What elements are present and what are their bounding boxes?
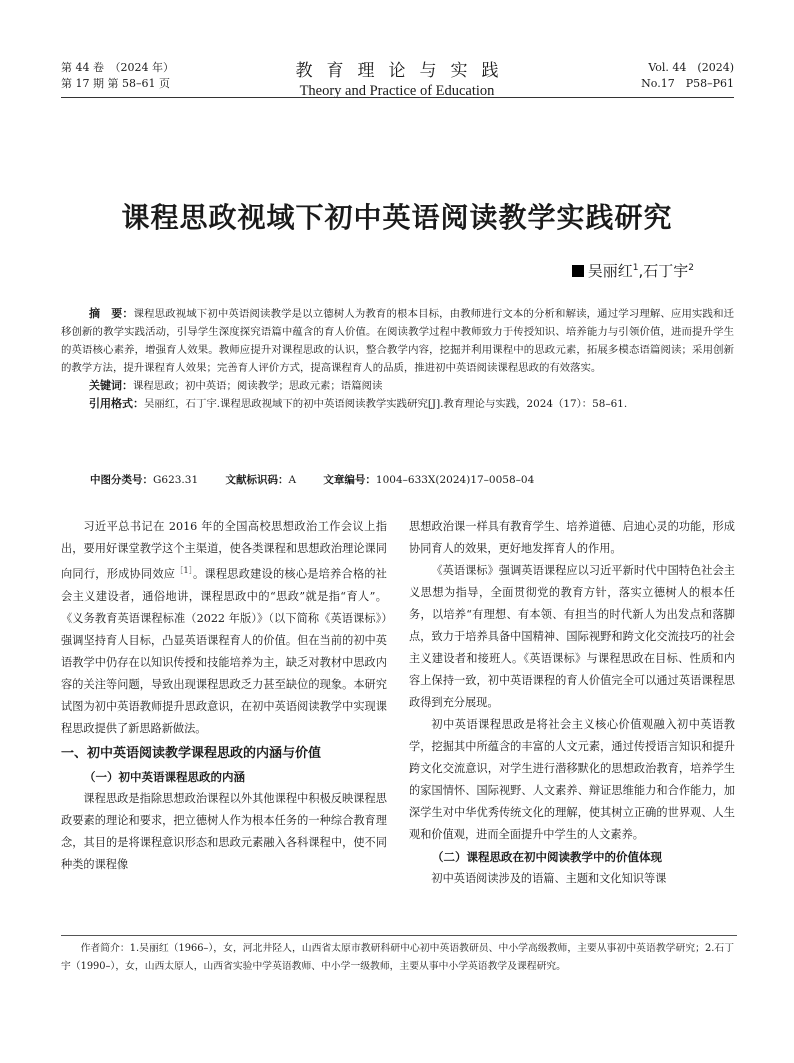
author-footnote: 作者简介：1.吴丽红（1966–），女，河北井陉人，山西省太原市教研科研中心初中英语教研员、中小学高级教师，主要从事初中英语教学研究；2.石丁宇（1990–），女，山西太原人，山西省实验中学英语教师、中小学一级教师，主要从事中小学英语教学及课程研究。 (61, 943, 734, 972)
keywords-text: 课程思政；初中英语；阅读教学；思政元素；语篇阅读 (133, 380, 383, 392)
citation-label: 引用格式： (89, 397, 144, 410)
header-issue-cn: 第 17 期 第 58–61 页 (61, 77, 170, 90)
citation-line (61, 395, 734, 413)
author-1: 吴丽红 (587, 262, 633, 280)
classification-line (90, 472, 558, 487)
body-text: 习近平总书记在 2016 年的全国高校思想政治工作会议上指出，要用好课堂教学这个主渠道，使各类课程和思想政治理论课同向同行，形成协同效应 (61, 520, 387, 581)
header-rule (61, 97, 734, 98)
article-number-value: 1004–633X(2024)17–0058–04 (375, 474, 535, 486)
keywords-line (61, 377, 734, 395)
body-paragraph: 思想政治课一样具有教育学生、培养道德、启迪心灵的功能，形成协同育人的效果，更好地发挥育人的作用。 (409, 520, 735, 555)
abstract-block (61, 305, 734, 413)
keywords-label: 关键词： (89, 379, 133, 392)
article-number-label: 文章编号： (323, 474, 376, 486)
body-column-right (409, 516, 735, 890)
body-paragraph: 课程思政是指除思想政治课程以外其他课程中积极反映课程思政要素的理论和要求，把立德树人作为根本任务的一种综合教育理念，其目的是将课程意识形态和思政元素融入各科课程中，使不同种类的课程像 (61, 791, 387, 871)
abstract-text: 课程思政视域下初中英语阅读教学是以立德树人为教育的根本目标，由教师进行文本的分析和解读，通过学习理解、应用实践和迁移创新的教学实践活动，引导学生深度探究语篇中蕴含的育人价值。在阅读教学过程中教师致力于传授知识、培养能力与引领价值，进而提升学生的英语核心素养，增强育人效果。教师应提升对课程思政的认识，整合教学内容，挖掘并利用课程中的思政元素，拓展多模态语篇阅读；采用创新的教学方法，提升课程育人效果；完善育人评价方式，提高课程育人的品质，推进初中英语阅读课程思政的有效落实。 (61, 308, 735, 374)
body-column-left (61, 516, 387, 876)
subsection-heading: （一）初中英语课程思政的内涵 (84, 769, 245, 784)
body-paragraph: 初中英语课程思政是将社会主义核心价值观融入初中英语教学，挖掘其中所蕴含的丰富的人文元素，通过传授语言知识和提升跨文化交流意识，对学生进行潜移默化的思想政治教育，培养学生的家国情怀、国际视野、人文素养、辩证思维能力和合作能力，加深学生对中华优秀传统文化的理解，使其树立正确的世界观、人生观和价值观，进而全面提升中学生的人文素养。 (409, 718, 735, 841)
author-marker-icon (572, 265, 584, 277)
subsection-heading: （二）课程思政在初中阅读教学中的价值体现 (432, 850, 662, 864)
doc-code-label: 文献标识码： (225, 474, 289, 486)
header-volume-cn: 第 44 卷 （2024 年） (61, 61, 174, 74)
body-text: 。课程思政建设的核心是培养合格的社会主义建设者，通俗地讲，课程思政中的“思政”就是指“育人”。《义务教育英语课程标准（2022 年版）》（以下简称《英语课标》）强调坚持育人目标，凸显英语课程育人的价值。但在当前的初中英语教学中仍存在以知识传授和技能培养为主，缺乏对教材中思政内容的关注等问题，导致出现课程思政乏力甚至缺位的现象。本研究试图为初中英语教师提升思政意识，在初中英语阅读教学中实现课程思政提供了新思路新做法。 (61, 567, 387, 735)
author-2: ,石丁宇 (638, 262, 689, 280)
body-paragraph (61, 516, 387, 740)
author-1-affil: 1 (632, 263, 639, 273)
doc-code-item (225, 472, 296, 487)
clc-value: G623.31 (153, 474, 199, 486)
body-paragraph: 《英语课标》强调英语课程应以习近平新时代中国特色社会主义思想为指导，全面贯彻党的教育方针，落实立德树人的根本任务，以培养“有理想、有本领、有担当的时代新人为出发点和落脚点，致力于培养具备中国精神、国际视野和跨文化交流技巧的社会主义建设者和接班人。《英语课标》与课程思政在目标、性质和内容上保持一致，初中英语课程的育人价值完全可以通过英语课程思政得到充分展现。 (409, 564, 735, 709)
citation-text: 吴丽红，石丁宇.课程思政视域下的初中英语阅读教学实践研究[J].教育理论与实践，2024（17）：58–61. (144, 398, 628, 410)
footnote-rule (61, 935, 737, 936)
article-number-item (323, 472, 534, 487)
article-title: 课程思政视域下初中英语阅读教学实践研究 (121, 201, 673, 234)
header-volume-info-en (641, 60, 734, 92)
journal-name-cn: 教育理论与实践 (295, 61, 513, 81)
doc-code-value: A (288, 474, 297, 486)
clc-item (90, 472, 198, 487)
section-heading: 一、初中英语阅读教学课程思政的内涵与价值 (61, 745, 322, 761)
abstract-label: 摘 要： (89, 307, 134, 320)
abstract-paragraph (61, 305, 734, 377)
header-volume-en: Vol. 44 (2024) (648, 61, 734, 74)
header-issue-en: No.17 P58–P61 (641, 77, 734, 90)
journal-name-en: Theory and Practice of Education (299, 83, 495, 99)
author-line (572, 260, 694, 281)
body-paragraph: 初中英语阅读涉及的语篇、主题和文化知识等课 (431, 872, 667, 885)
reference-marker: ［1］ (175, 566, 194, 575)
clc-label: 中图分类号： (90, 474, 153, 486)
author-2-affil: 2 (688, 263, 694, 273)
